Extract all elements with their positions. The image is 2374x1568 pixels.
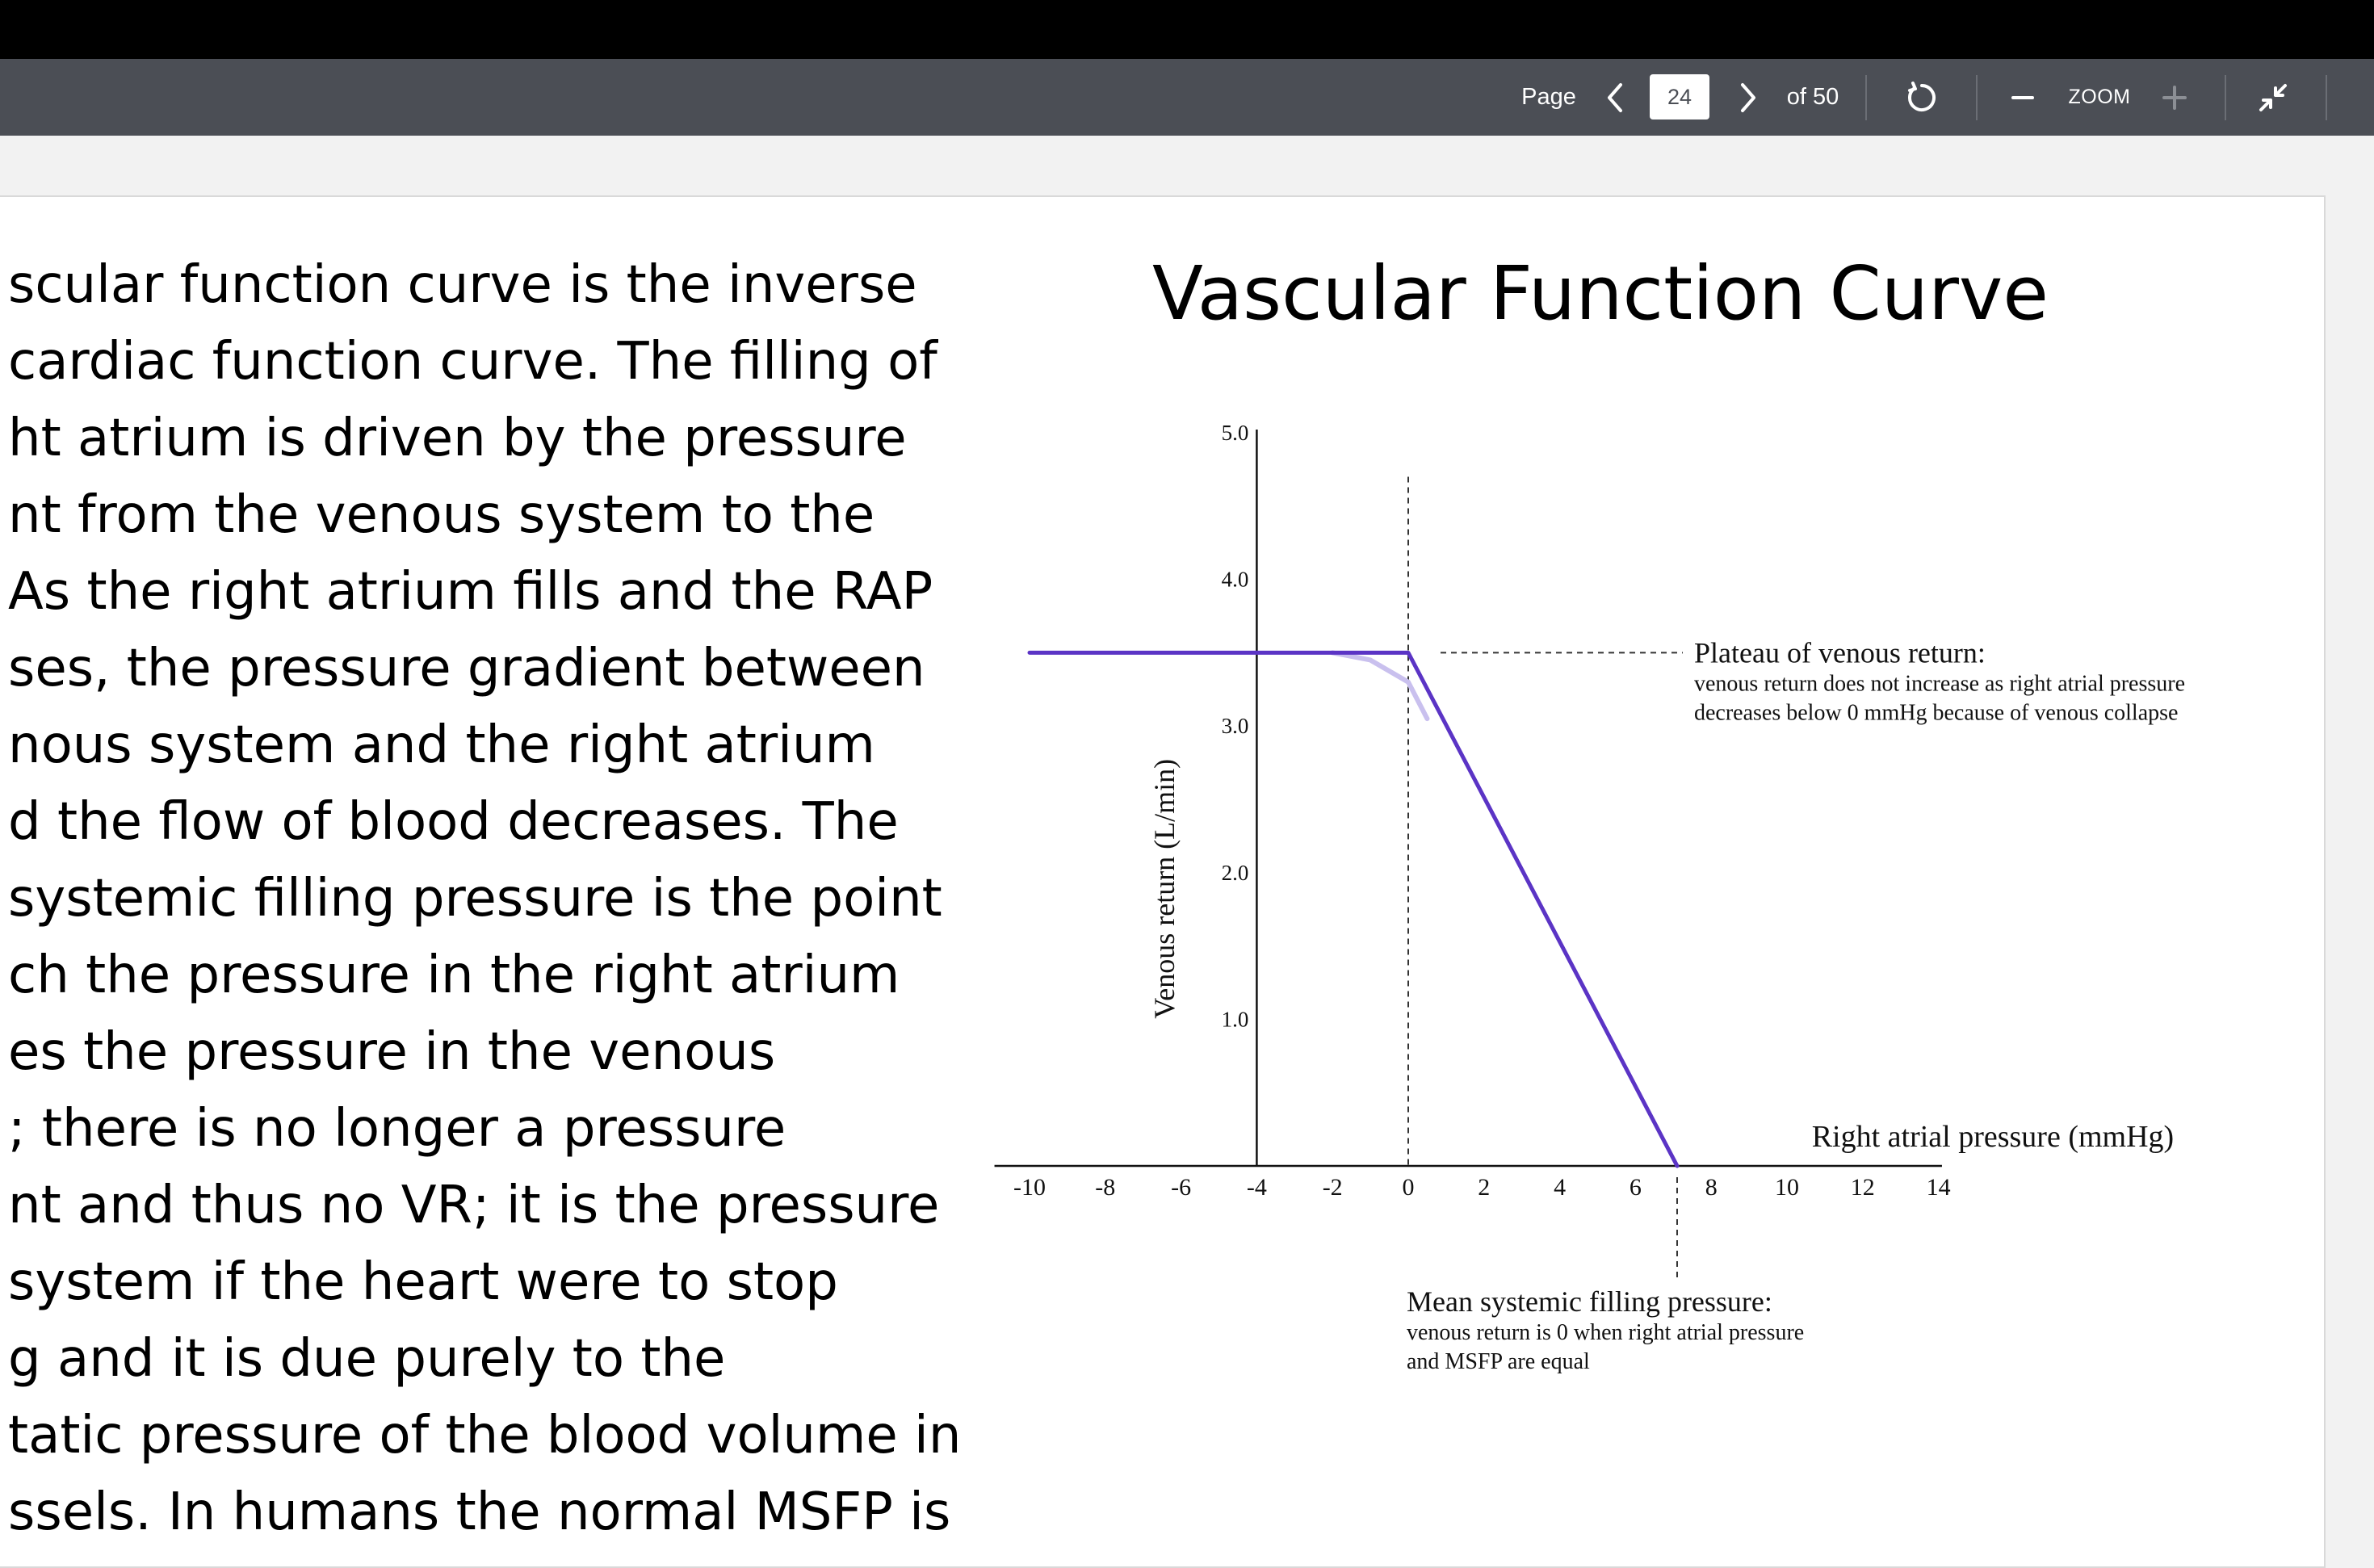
- body-line: es the pressure in the venous: [8, 1022, 776, 1082]
- body-line: nt and thus no VR; it is the pressure: [8, 1176, 940, 1235]
- body-line: scular function curve is the inverse: [8, 255, 917, 315]
- y-tick-label: 5.0: [1221, 421, 1249, 445]
- body-line: d the flow of blood decreases. The: [8, 792, 899, 852]
- x-tick-label: 4: [1554, 1174, 1567, 1201]
- plateau-annotation-text: decreases below 0 mmHg because of venous collapse: [1694, 700, 2179, 726]
- body-line: ses, the pressure gradient between: [8, 639, 925, 698]
- x-tick-label: 14: [1926, 1174, 1951, 1201]
- x-tick-label: -4: [1246, 1174, 1267, 1201]
- body-line: system if the heart were to stop: [8, 1252, 838, 1312]
- body-line: nt from the venous system to the: [8, 485, 875, 545]
- x-tick-label: -10: [1013, 1174, 1046, 1201]
- msfp-annotation-heading: Mean systemic filling pressure:: [1407, 1285, 1772, 1318]
- msfp-annotation-text: and MSFP are equal: [1407, 1349, 1590, 1374]
- x-axis-label: Right atrial pressure (mmHg): [1811, 1120, 2175, 1154]
- x-tick-label: 10: [1775, 1174, 1799, 1201]
- body-line: ssels. In humans the normal MSFP is: [8, 1482, 951, 1542]
- y-axis-label: Venous return (L/min): [1148, 758, 1181, 1019]
- body-line: ht atrium is driven by the pressure: [8, 409, 907, 468]
- chart-title: Vascular Function Curve: [1152, 250, 2049, 337]
- page-count: of 50: [1786, 84, 1839, 110]
- plateau-annotation-heading: Plateau of venous return:: [1694, 636, 1986, 669]
- zoom-label: ZOOM: [2068, 86, 2131, 108]
- y-tick-label: 2.0: [1221, 860, 1249, 885]
- x-tick-label: 0: [1402, 1174, 1415, 1201]
- x-tick-label: -6: [1171, 1174, 1192, 1201]
- x-tick-label: 2: [1478, 1174, 1491, 1201]
- y-tick-label: 3.0: [1221, 714, 1249, 739]
- body-line: g and it is due purely to the: [8, 1329, 726, 1389]
- body-line: nous system and the right atrium: [8, 715, 875, 775]
- x-tick-label: 8: [1705, 1174, 1718, 1201]
- body-line: cardiac function curve. The filling of: [8, 332, 937, 392]
- msfp-annotation-text: venous return is 0 when right atrial pressure: [1407, 1320, 1805, 1345]
- x-tick-label: 12: [1850, 1174, 1875, 1201]
- page-label: Page: [1521, 84, 1576, 110]
- y-tick-label: 4.0: [1221, 567, 1249, 592]
- x-tick-label: 6: [1629, 1174, 1642, 1201]
- body-line: ch the pressure in the right atrium: [8, 945, 900, 1005]
- x-tick-label: -2: [1322, 1174, 1343, 1201]
- body-line: ; there is no longer a pressure: [8, 1099, 786, 1159]
- body-line: systemic filling pressure is the point: [8, 869, 942, 929]
- vascular-function-line: [1030, 652, 1677, 1166]
- body-line: tatic pressure of the blood volume in: [8, 1406, 962, 1465]
- plateau-annotation-text: venous return does not increase as right atrial pressure: [1694, 671, 2186, 697]
- x-tick-label: -8: [1095, 1174, 1116, 1201]
- y-tick-label: 1.0: [1221, 1007, 1249, 1032]
- body-line: As the right atrium fills and the RAP: [8, 562, 933, 622]
